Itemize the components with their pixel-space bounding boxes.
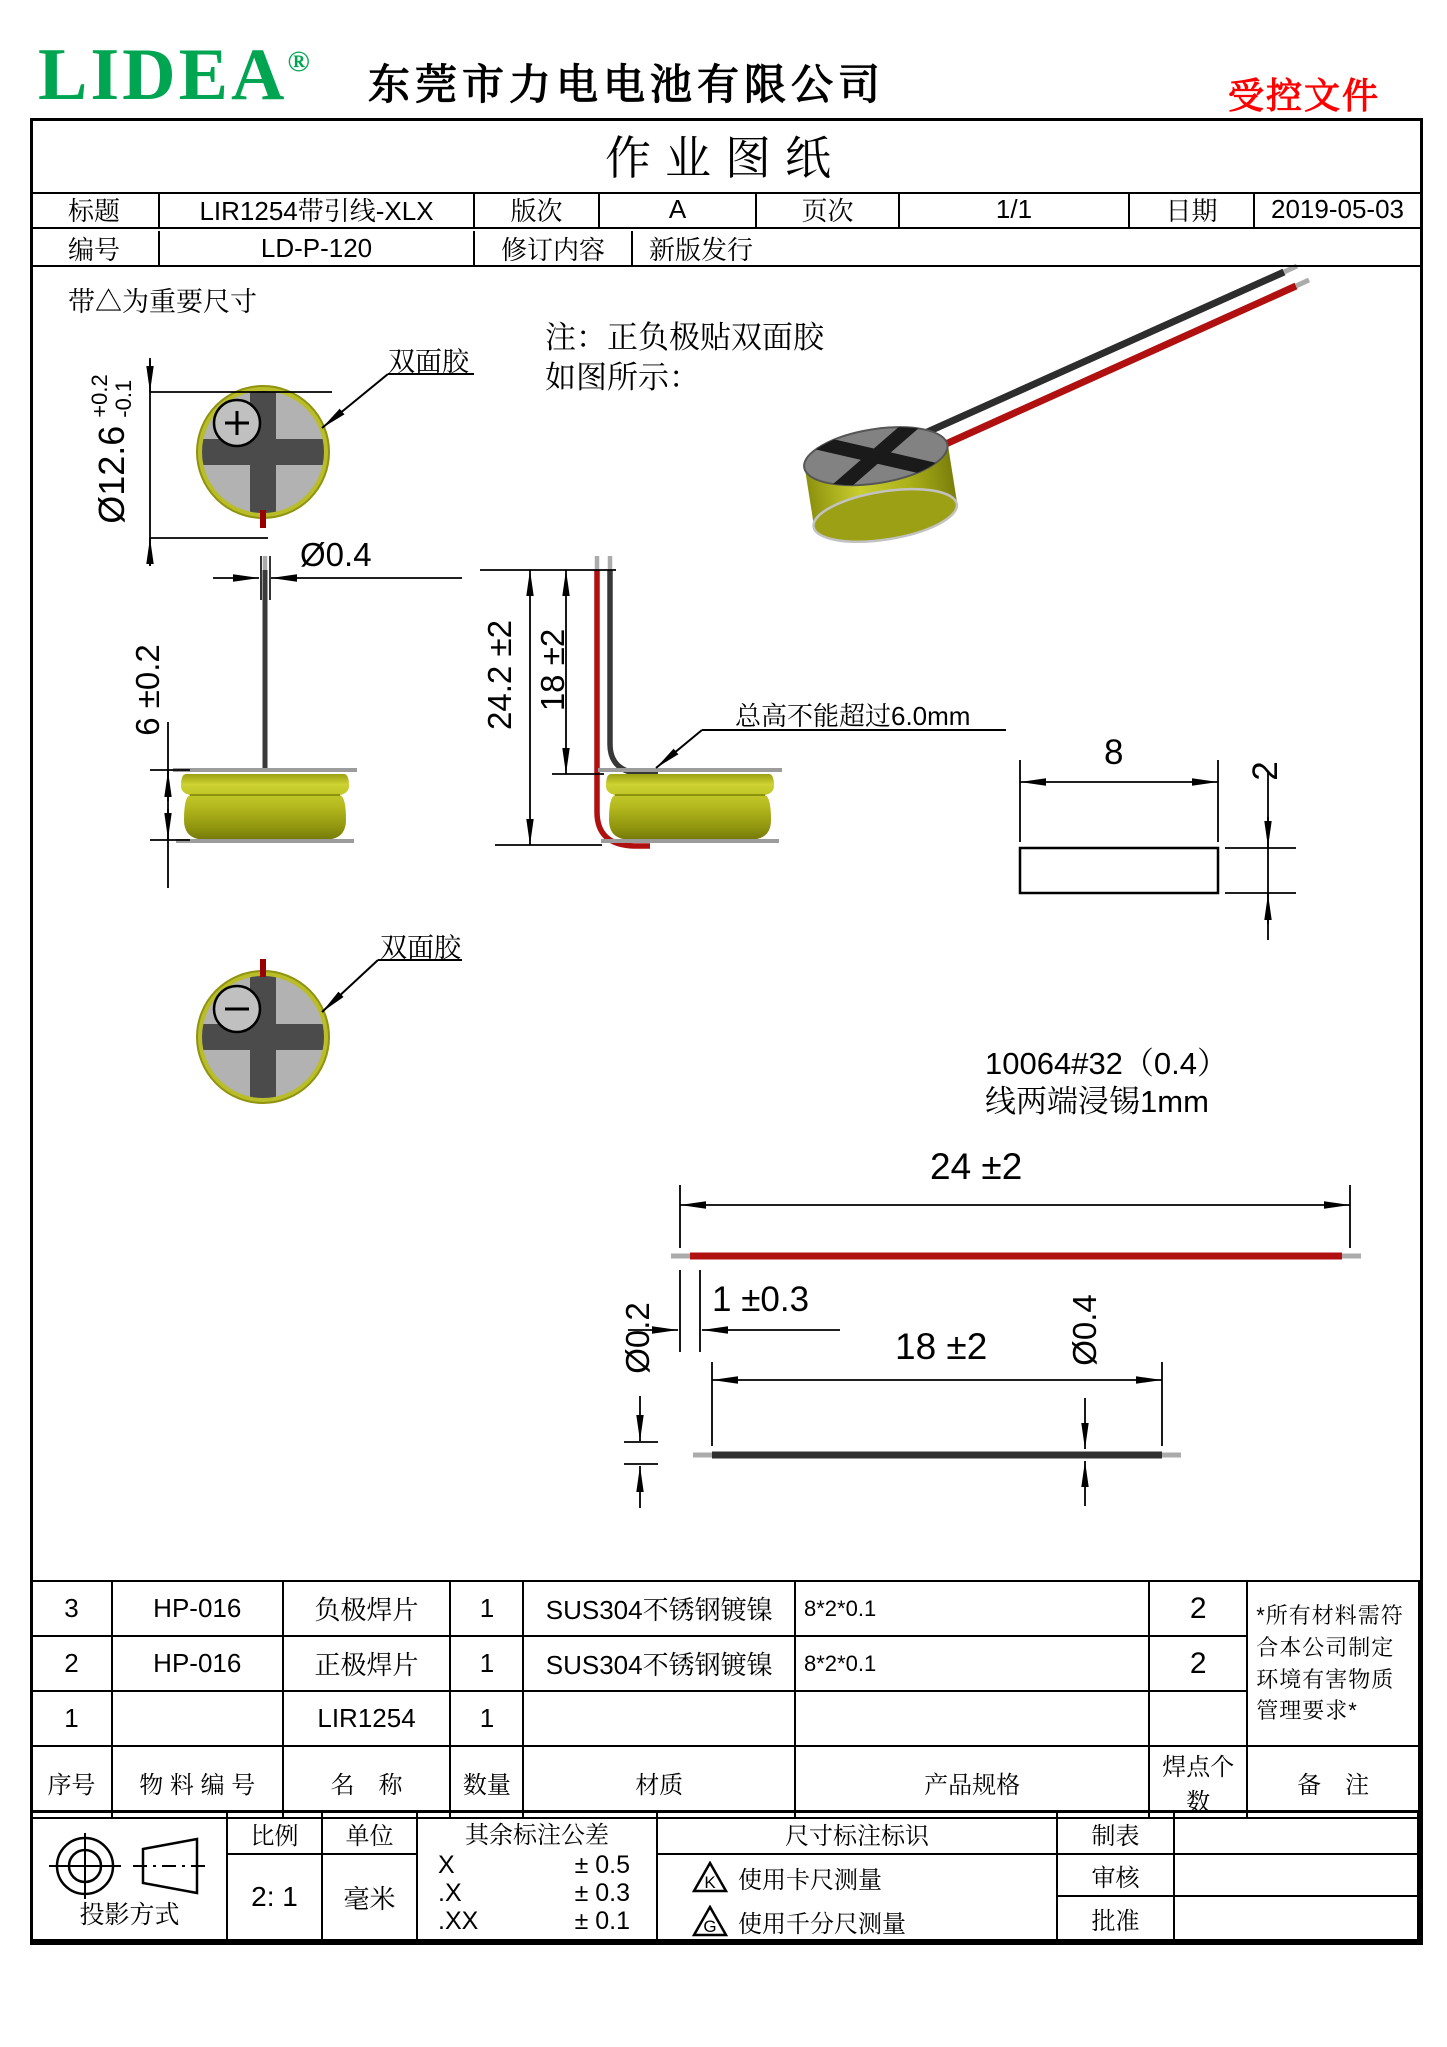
label-title: 标题 <box>30 192 160 227</box>
cell-qty: 1 <box>450 1581 523 1636</box>
label-doc-number: 编号 <box>30 231 160 265</box>
header-material: 材质 <box>523 1746 795 1818</box>
dim-inner-length: 18 ±2 <box>534 628 571 712</box>
value-doc-number: LD-P-120 <box>160 231 475 265</box>
tolerance-cell <box>418 1813 658 1939</box>
author-label: 制表 <box>1058 1813 1175 1853</box>
dim-tin-length: 1 ±0.3 <box>712 1280 810 1319</box>
label-tape-bottom: 双面胶 <box>380 933 461 963</box>
cell-name: LIR1254 <box>283 1691 451 1746</box>
dim-tip-diameter: Ø0.2 <box>619 1302 656 1374</box>
dim-mark-label: 尺寸标注标识 <box>658 1813 1056 1855</box>
value-date: 2019-05-03 <box>1271 194 1404 224</box>
tol-minus: -0.1 <box>111 379 136 418</box>
unit-value: 毫米 <box>343 1883 396 1914</box>
mark-caliper-text: 使用卡尺测量 <box>738 1866 882 1894</box>
header-name: 名 称 <box>283 1746 451 1818</box>
company-name: 东莞市力电电池有限公司 <box>368 61 886 108</box>
label-revision-code: 版次 <box>475 192 600 227</box>
dim-tab-height: 2 <box>1246 761 1285 781</box>
table-row <box>31 1636 1419 1691</box>
dim-mark-row-caliper <box>658 1855 1056 1899</box>
tol-key: .XX <box>438 1907 479 1935</box>
cell-solder-points: 2 <box>1149 1636 1247 1691</box>
tol-val: ± 0.1 <box>574 1907 630 1935</box>
scale-label: 比例 <box>228 1813 321 1855</box>
header-remark: 备 注 <box>1247 1746 1419 1818</box>
table-row <box>31 1691 1419 1746</box>
dim-red-wire-length: 24 ±2 <box>930 1146 1023 1187</box>
title-info-row-2 <box>30 231 1420 267</box>
registered-trademark-icon: ® <box>287 45 313 78</box>
table-header-row <box>31 1746 1419 1818</box>
cell-no: 3 <box>31 1581 112 1636</box>
cell-material <box>523 1691 795 1746</box>
header-qty: 数量 <box>450 1746 523 1818</box>
tol-val: ± 0.5 <box>574 1851 630 1879</box>
scale-value: 2: 1 <box>251 1881 298 1912</box>
dim-diameter-tolerance <box>88 374 136 417</box>
approve-signature-field <box>1175 1897 1417 1939</box>
scale-cell <box>228 1813 323 1939</box>
tolerance-row <box>418 1907 656 1935</box>
dim-mark-row-micrometer <box>658 1899 1056 1943</box>
cell-part-no <box>112 1691 283 1746</box>
tol-val: ± 0.3 <box>574 1879 630 1907</box>
cell-solder-points: 2 <box>1149 1581 1247 1636</box>
svg-text:K: K <box>704 1873 716 1892</box>
cell-name: 正极焊片 <box>283 1636 451 1691</box>
value-revision-content: 新版发行 <box>649 234 754 265</box>
tol-key: .X <box>438 1879 462 1907</box>
dim-mark-cell <box>658 1813 1058 1939</box>
note-tape-line1: 注：正负极贴双面胶 <box>545 320 824 355</box>
note-max-height: 总高不能超过6.0mm <box>735 701 971 731</box>
note-tape-line2: 如图所示： <box>545 360 700 395</box>
cell-qty: 1 <box>450 1636 523 1691</box>
cell-spec: 8*2*0.1 <box>795 1581 1149 1636</box>
tolerance-row <box>418 1879 656 1907</box>
company-logo: LIDEA® <box>38 34 313 116</box>
tol-key: X <box>438 1851 455 1879</box>
dim-black-wire-diameter: Ø0.4 <box>1066 1294 1103 1366</box>
value-revision-code: A <box>600 192 757 227</box>
dim-tab-width: 8 <box>1104 733 1124 772</box>
mark-micrometer-text: 使用千分尺测量 <box>738 1910 906 1938</box>
wire-spec-line1: 10064#32（0.4） <box>985 1046 1229 1081</box>
cell-part-no: HP-016 <box>112 1636 283 1691</box>
wire-spec-line2: 线两端浸锡1mm <box>985 1084 1209 1119</box>
table-row <box>31 1581 1419 1636</box>
triangle-g-icon <box>692 1905 728 1937</box>
cell-no: 2 <box>31 1636 112 1691</box>
parts-list-table <box>30 1580 1420 1819</box>
header-no: 序号 <box>31 1746 112 1818</box>
tolerance-row <box>418 1851 656 1879</box>
unit-cell <box>323 1813 418 1939</box>
cell-spec: 8*2*0.1 <box>795 1636 1149 1691</box>
note-important-dimension: 带△为重要尺寸 <box>68 287 257 317</box>
cell-name: 负极焊片 <box>283 1581 451 1636</box>
dim-diameter <box>83 344 141 554</box>
tolerance-label: 其余标注公差 <box>465 1821 609 1849</box>
header-solder-points: 焊点个数 <box>1149 1746 1247 1818</box>
title-info-row-1 <box>30 192 1420 229</box>
controlled-document-stamp: 受控文件 <box>1228 76 1381 116</box>
label-tape-top: 双面胶 <box>388 347 469 377</box>
header-part-no: 物 料 编 号 <box>112 1746 283 1818</box>
dim-black-wire-length: 18 ±2 <box>895 1326 988 1367</box>
value-page: 1/1 <box>900 192 1130 227</box>
dim-diameter-value: Ø12.6 <box>91 425 132 524</box>
label-page: 页次 <box>757 192 900 227</box>
cell-qty: 1 <box>450 1691 523 1746</box>
value-title: LIR1254带引线-XLX <box>160 192 475 227</box>
dim-total-length: 24.2 ±2 <box>481 620 518 730</box>
cell-solder-points <box>1149 1691 1247 1746</box>
cell-no: 1 <box>31 1691 112 1746</box>
dim-battery-height: 6 ±0.2 <box>129 644 166 736</box>
cell-remark-note <box>1247 1581 1419 1746</box>
footer-block <box>30 1810 1420 1942</box>
cell-part-no: HP-016 <box>112 1581 283 1636</box>
sheet-title: 作业图纸 <box>30 118 1420 194</box>
svg-text:G: G <box>703 1917 717 1936</box>
projection-label: 投影方式 <box>79 1901 180 1929</box>
label-revision-content: 修订内容 <box>475 231 633 265</box>
dim-wire-diameter-top: Ø0.4 <box>300 536 372 573</box>
cell-spec <box>795 1691 1149 1746</box>
signature-cell <box>1058 1813 1417 1939</box>
cell-material: SUS304不锈钢镀镍 <box>523 1581 795 1636</box>
header-spec: 产品规格 <box>795 1746 1149 1818</box>
material-requirement-note: *所有材料需符合本公司制定环境有害物质管理要求* <box>1256 1602 1404 1724</box>
tol-plus: +0.2 <box>86 374 112 418</box>
review-signature-field <box>1175 1855 1417 1895</box>
cell-material: SUS304不锈钢镀镍 <box>523 1636 795 1691</box>
projection-symbol-icon <box>47 1831 207 1901</box>
unit-label: 单位 <box>323 1813 416 1855</box>
review-label: 审核 <box>1058 1855 1175 1895</box>
projection-cell <box>33 1813 228 1939</box>
label-date: 日期 <box>1130 192 1255 227</box>
triangle-k-icon <box>692 1861 728 1893</box>
author-signature-field <box>1175 1813 1417 1853</box>
approve-label: 批准 <box>1058 1897 1175 1939</box>
